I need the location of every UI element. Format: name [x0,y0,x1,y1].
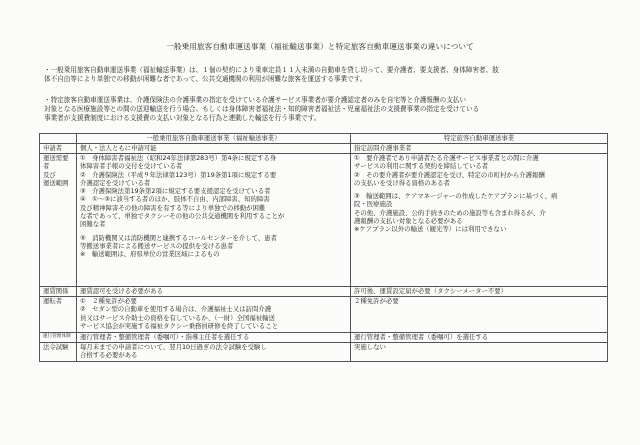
table-row-scope [40,154,608,287]
table-row-driver [40,297,608,333]
table-header-fukushi: 一般乗用旅客自動車運送事業（福祉輸送事業） [77,134,351,144]
cell-tokutei: 運行管理者・整備管理者（委嘱可）を選任する [351,333,608,343]
list-item: ※ 輸送範囲は、府県単位の営業区域によるもの [80,250,220,259]
row-label: 法令試験 [40,343,77,362]
row-label: 運送需要者 及び 運送範囲 [40,154,77,287]
cell-tokutei [351,154,608,287]
row-label: 申請者 [40,144,77,154]
table-row-applicant [40,144,608,154]
cell-fukushi: 毎月末までの申請者について、翌月10日過ぎの法令試験を受験し 合格する必要がある [77,343,351,362]
cell-fukushi [77,297,351,333]
table-row-exam [40,343,608,362]
cell-tokutei: 指定訪問介護事業者 [351,144,608,154]
list-item: ② 介護保険法（平成９年法律第123号）第19条第1項に規定する要 介護認定を受けている者 [80,170,277,187]
list-item: ① 身体障害者福祉法（昭和24年法律第283号）第4条に規定する身 体障害者手帳の交付を受けている者 [80,154,277,171]
list-item: ① 要介護者であり申請者たる介護サービス事業者との間に介護 サービスの利用に関する契約を締結している者 [354,154,539,171]
cell-fukushi [77,154,351,287]
cell-tokutei: 実施しない [351,343,608,362]
cell-tokutei: 許可後、運賃設定届が必要（タクシーメーター不要） [351,287,608,297]
list-item: ③ 介護保険法第19条第2項に規定する要支援認定を受けている者 [80,187,271,196]
table-header-corner [40,134,77,144]
cell-fukushi: 運賃認可を受ける必要がある [77,287,351,297]
table-header-row [40,134,608,144]
row-label: 運賃関係 [40,287,77,297]
table-header-tokutei: 特定旅客自動車運送事業 [351,134,608,144]
cell-fukushi: 個人・法人ともに申請可能 [77,144,351,154]
list-item: ⑤ 消防機関又は消防機関と連携するコールセンターを介して、患者 等搬送事業者による搬送サービスの提供を受ける患者 [80,233,277,250]
list-item: ④ ①～③に該当する者のほか、肢体不自由、内部障害、知的障害 及び精神障害その他の障害を有する等により単独での移動が困難 な者であって、単独でタクシーその他の公共交通機関を利用することが 困難な者 [80,195,285,229]
list-item: ① ２種免許が必要 [80,297,137,305]
cell-fukushi: 運行管理者・整備管理者（委嘱可）・指導主任者を選任する [77,333,351,343]
table-row-fare [40,287,608,297]
list-item: ② その要介護者が要介護認定を受け、特定の市町村から介護報酬 の支払いを受け得る資格のある者 [354,170,545,187]
document-title: 一般乗用旅客自動車運送事業（福祉輸送事業）と特定旅客自動車運送事業の違いについて [166,42,474,51]
list-item: ② セダン型の自動車を使用する場合は、介護福祉士又は訪問介護 員又はサービス介助士の資格を有しているか、（一財）全国福祉輸送 サービス協会が実施する福祉タクシー乗務員研修を終了していること [80,305,279,330]
paragraph-tokutei: ・特定旅客自動車運送事業は、介護保険法の介護事業の指定を受けている介護サービス事業者が要介護認定者のみを自宅等と介護報酬の支払い 対象となる医療施設等との間の送迎輸送を行う場合、もしくは身体障害者福祉法・知的障害者福祉法・児童福祉法の支援費事業の指定を受けている 事業者が支援費制度における支援費の支払い対象となる行為と連動した輸送を行う事業です。 [44,96,480,122]
paragraph-fukushi: ・一般乗用旅客自動車運送事業（福祉輸送事業）は、１個の契約により乗車定員１１人未満の自動車を貸し切って、要介護者、要支援者、身体障害者、肢 体不自由等により単独での移動が困難な者であって、公共交通機関の利用が困難な旅客を運送する事業です。 [44,66,499,83]
comparison-table [39,133,608,362]
table-row-management [40,333,608,343]
row-label: 運転者 [40,297,77,333]
cell-tokutei: ２種免許が必要 [351,297,608,333]
row-label: 運行管理体制 [40,333,77,343]
list-item: ③ 輸送範囲は、ケアマネージャーの作成したケアプランに基づく、病 院・医療施設 その他、介護施設、公的手続きのための施設等も含まれ得るが、介 護報酬の支払い対象となる必要がある ※ケアプラン以外の輸送（観光等）には利用できない [354,192,558,234]
